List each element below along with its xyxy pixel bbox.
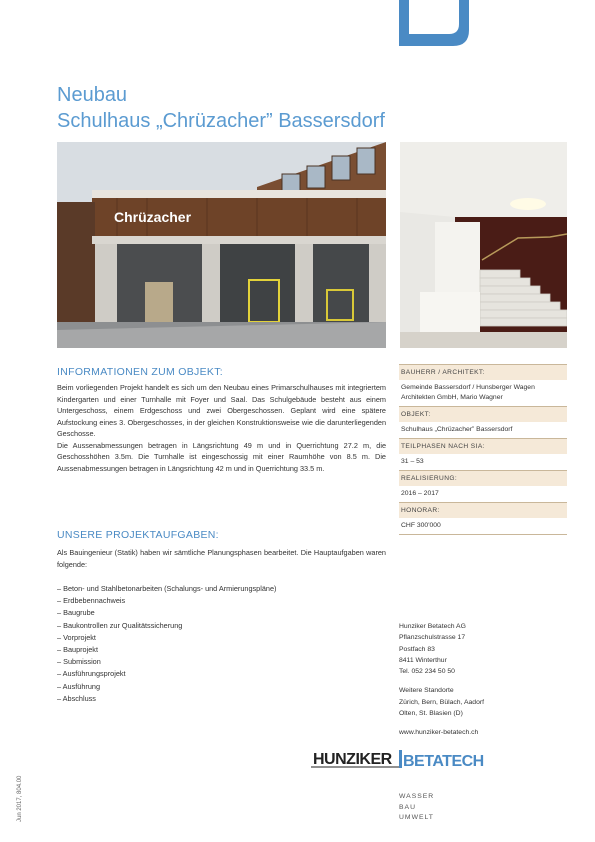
- project-facts-sidebar: [399, 364, 567, 535]
- list-item: – Vorprojekt: [57, 632, 96, 642]
- sidebar-label-object: OBJEKT:: [399, 406, 567, 422]
- title-line-2: Schulhaus „Chrüzacher” Bassersdorf: [57, 110, 385, 132]
- company-phone: Tel. 052 234 50 50: [399, 668, 455, 676]
- document-code: Jun 2017, 804.00: [17, 775, 23, 822]
- locations-title: Weitere Standorte: [399, 687, 454, 695]
- header-tab-graphic: [399, 0, 469, 46]
- list-item: – Baukontrollen zur Qualitätssicherung: [57, 620, 183, 630]
- list-item: – Bauprojekt: [57, 645, 98, 655]
- list-item: – Abschluss: [57, 693, 96, 703]
- contact-block: [399, 621, 567, 739]
- sidebar-value-phases: 31 – 53: [401, 458, 424, 465]
- staircase-interior-photo: [400, 142, 567, 348]
- page-title: [57, 82, 385, 134]
- building-sign-text: Chrüzacher: [114, 209, 192, 225]
- sidebar-label-realisation: REALISIERUNG:: [399, 470, 567, 486]
- info-body: [57, 382, 386, 474]
- sidebar-value-realisation: 2016 – 2017: [401, 490, 439, 497]
- list-item: – Beton- und Stahlbetonarbeiten (Schalungs- und Armierungspläne): [57, 584, 277, 593]
- locations-line-2: Olten, St. Blasien (D): [399, 710, 463, 718]
- tasks-list: [57, 583, 386, 705]
- logo-part-2: BETATECH: [403, 753, 484, 770]
- website-link[interactable]: www.hunziker-betatech.ch: [399, 729, 479, 737]
- info-paragraph-2: Die Aussenabmessungen betragen in Längsrichtung 49 m und in Querrichtung 27.2 m, die Geschosshöhen 3.5m. Die Turnhalle ist eingeschossig mit einer Raumhöhe von 8.5 m. Die Aussenabmessungen betragen in Längsrichtung 42 m und in Querrichtung 33.5 m.: [57, 440, 386, 473]
- company-street: Pflanzschulstrasse 17: [399, 634, 466, 642]
- list-item: – Ausführung: [57, 681, 101, 691]
- tagline-line-2: BAU: [399, 803, 416, 811]
- building-exterior-photo: [57, 142, 386, 348]
- locations-line-1: Zürich, Bern, Bülach, Aadorf: [399, 698, 485, 706]
- list-item: – Baugrube: [57, 608, 95, 618]
- logo-part-1: HUNZIKER: [313, 751, 392, 768]
- list-item: – Submission: [57, 657, 101, 667]
- tagline-line-3: UMWELT: [399, 814, 434, 821]
- info-paragraph-1: Beim vorliegenden Projekt handelt es sich um den Neubau eines Primarschulhauses mit integriertem Kindergarten und einer Turnhalle mit Foyer und Saal. Das Schulgebäude besteht aus einem Untergeschoss, einem Erdgeschoss und zwei Obergeschossen. Geplant wird eine spätere Aufstockung eines 3. Obergeschosses, in der gleichen Konstruktionsweise wie die darunterliegenden Geschosse.: [57, 383, 386, 438]
- sidebar-label-client: BAUHERR / ARCHITEKT:: [399, 364, 567, 380]
- tagline: [399, 792, 434, 824]
- company-postbox: Postfach 83: [399, 645, 435, 653]
- title-line-1: Neubau: [57, 84, 128, 106]
- sidebar-value-client: Gemeinde Bassersdorf / Hunsberger Wagen Architekten GmbH, Mario Wagner: [401, 384, 535, 401]
- list-item: – Ausführungsprojekt: [57, 669, 126, 679]
- sidebar-label-fee: HONORAR:: [399, 502, 567, 518]
- tasks-heading: UNSERE PROJEKTAUFGABEN:: [57, 529, 219, 541]
- sidebar-value-object: Schulhaus „Chrüzacher” Bassersdorf: [401, 426, 513, 433]
- company-city: 8411 Winterthur: [399, 656, 447, 664]
- company-logo: [311, 747, 507, 771]
- sidebar-value-fee: CHF 300'000: [399, 518, 567, 535]
- info-heading: INFORMATIONEN ZUM OBJEKT:: [57, 366, 223, 378]
- sidebar-label-phases: TEILPHASEN NACH SIA:: [399, 438, 567, 454]
- company-name: Hunziker Betatech AG: [399, 623, 466, 630]
- tagline-line-1: WASSER: [399, 793, 435, 800]
- tasks-intro: Als Bauingenieur (Statik) haben wir sämtliche Planungsphasen bearbeitet. Die Hauptaufgaben waren folgende:: [57, 548, 386, 569]
- list-item: – Erdbebennachweis: [57, 596, 126, 606]
